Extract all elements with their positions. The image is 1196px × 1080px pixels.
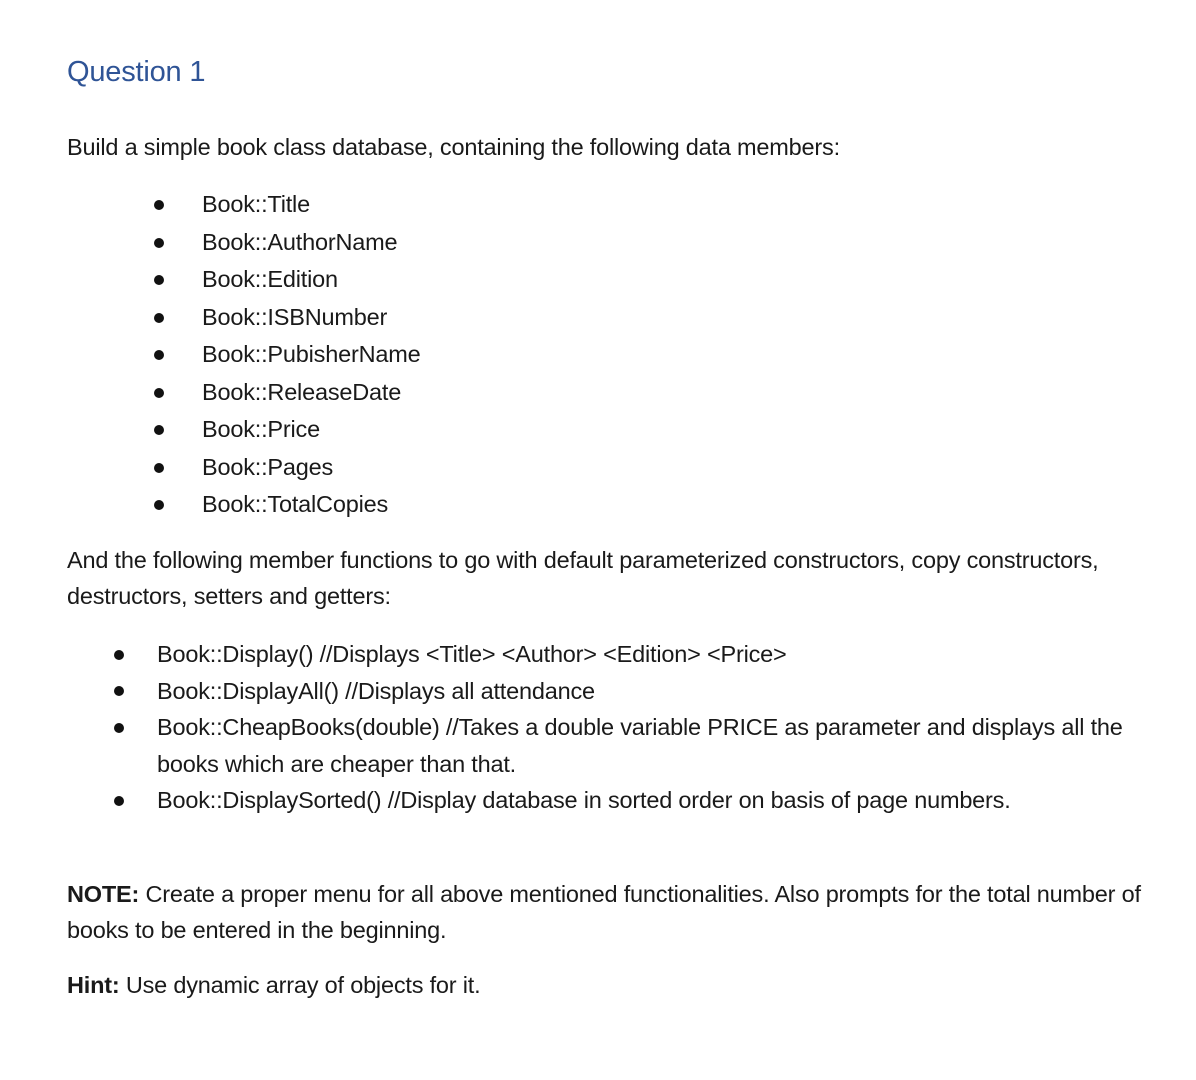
list-item	[0, 709, 1157, 782]
bullet-icon	[114, 650, 124, 660]
member-functions-list	[0, 636, 1157, 819]
note-label: NOTE:	[67, 881, 140, 907]
bullet-icon	[154, 238, 164, 248]
functions-intro-paragraph: And the following member functions to go with default parameterized constructors, copy constructors, destructors, setters and getters:	[67, 547, 1099, 609]
member-function-label: Book::Display() //Displays <Title> <Author> <Edition> <Price>	[157, 641, 787, 667]
list-item	[0, 636, 1157, 673]
bullet-icon	[154, 463, 164, 473]
question-heading: Question 1	[67, 56, 206, 88]
data-member-label: Book::ISBNumber	[202, 303, 388, 330]
data-member-label: Book::Price	[202, 416, 320, 442]
hint-paragraph	[67, 967, 480, 1003]
hint-text: Use dynamic array of objects for it.	[119, 972, 481, 998]
bullet-icon	[154, 425, 164, 435]
data-member-label: Book::AuthorName	[202, 228, 398, 255]
data-member-label: Book::Edition	[202, 266, 338, 292]
intro-paragraph: Build a simple book class database, containing the following data members:	[67, 134, 840, 160]
member-function-label: Book::CheapBooks(double) //Takes a double variable PRICE as parameter and displays all the books which are cheaper than that.	[157, 714, 1123, 777]
data-member-label: Book::Pages	[202, 453, 334, 480]
bullet-icon	[154, 275, 164, 285]
data-member-label: Book::ReleaseDate	[202, 378, 402, 405]
note-paragraph	[67, 876, 1147, 948]
bullet-icon	[154, 200, 164, 210]
note-text: Create a proper menu for all above mentioned functionalities. Also prompts for the total number of books to be entered in the beginning.	[67, 881, 1141, 943]
data-member-label: Book::TotalCopies	[202, 491, 389, 517]
bullet-icon	[154, 313, 164, 323]
list-item	[0, 782, 1157, 819]
member-function-label: Book::DisplaySorted() //Display database in sorted order on basis of page numbers.	[157, 787, 1011, 813]
bullet-icon	[154, 388, 164, 398]
member-function-label: Book::DisplayAll() //Displays all attendance	[157, 677, 595, 704]
bullet-icon	[154, 500, 164, 510]
bullet-icon	[114, 723, 124, 733]
bullet-icon	[114, 796, 124, 806]
bullet-icon	[114, 686, 124, 696]
hint-label: Hint:	[67, 972, 120, 998]
bullet-icon	[154, 350, 164, 360]
data-member-label: Book::PubisherName	[202, 341, 421, 367]
data-member-label: Book::Title	[202, 191, 310, 217]
list-item	[0, 673, 1157, 710]
